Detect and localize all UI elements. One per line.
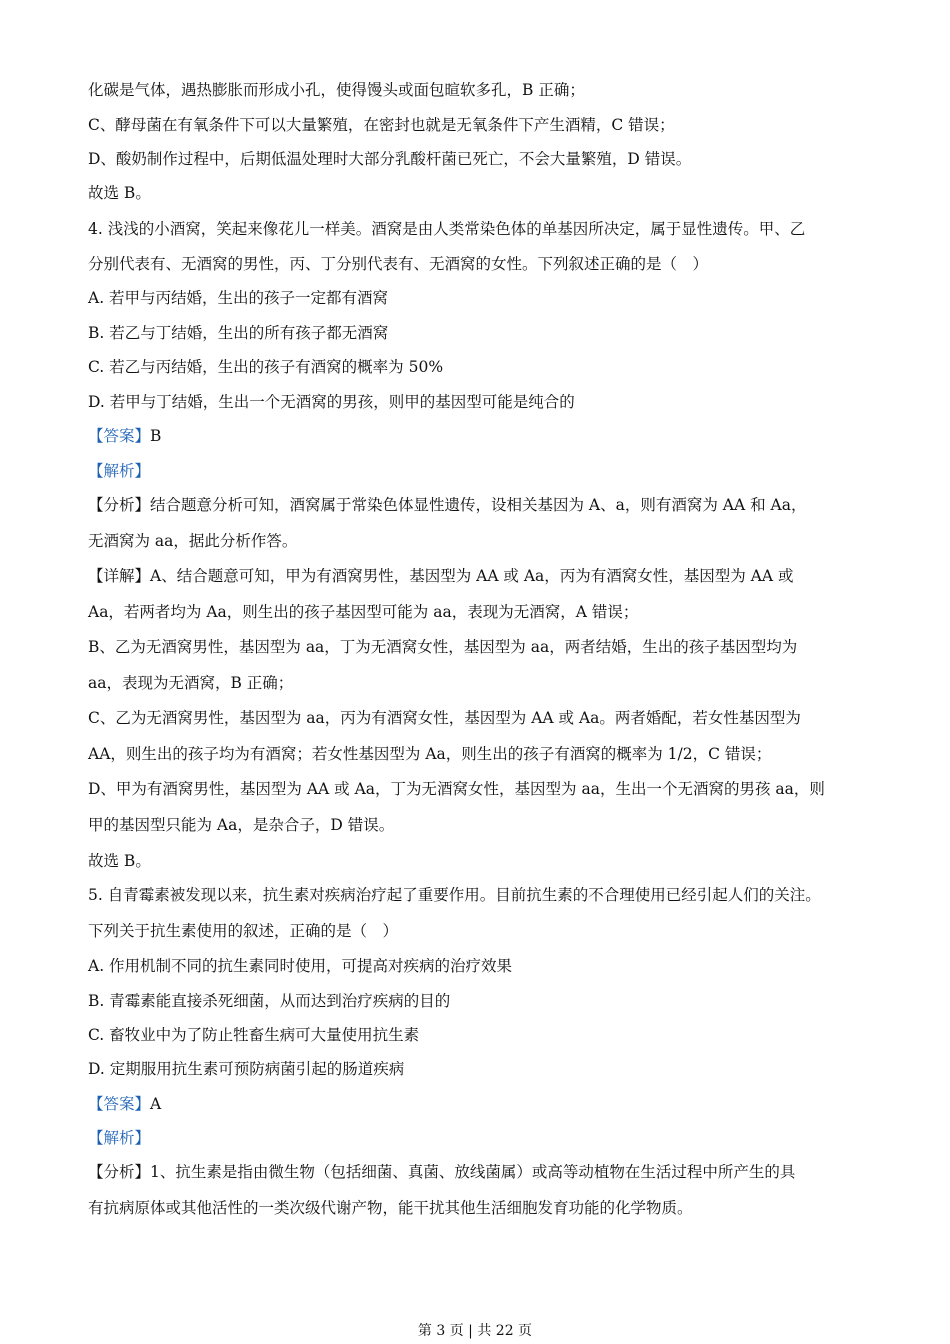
text-line bbox=[88, 288, 878, 308]
text-line bbox=[88, 637, 878, 657]
text-line bbox=[88, 1162, 878, 1182]
text-segment: C. 若乙与丙结婚，生出的孩子有酒窝的概率为 50% bbox=[88, 358, 444, 376]
text-segment: D、酸奶制作过程中，后期低温处理时大部分乳酸杆菌已死亡，不会大量繁殖，D 错误。 bbox=[88, 150, 692, 168]
text-segment: 5. 自青霉素被发现以来，抗生素对疾病治疗起了重要作用。目前抗生素的不合理使用已经引起人们的关注。 bbox=[88, 886, 821, 904]
text-line bbox=[88, 885, 878, 905]
text-segment: C、乙为无酒窝男性，基因型为 aa，丙为有酒窝女性，基因型为 AA 或 Aa。两者婚配，若女性基因型为 bbox=[88, 709, 801, 727]
text-line bbox=[88, 392, 878, 412]
text-line bbox=[88, 219, 878, 239]
text-segment: 化碳是气体，遇热膨胀而形成小孔，使得馒头或面包暄软多孔，B 正确； bbox=[88, 81, 585, 99]
text-segment: C. 畜牧业中为了防止牲畜生病可大量使用抗生素 bbox=[88, 1026, 420, 1044]
text-segment: C、酵母菌在有氧条件下可以大量繁殖，在密封也就是无氧条件下产生酒精，C 错误； bbox=[88, 116, 675, 134]
text-segment: B bbox=[150, 427, 162, 445]
text-segment: 甲的基因型只能为 Aa，是杂合子，D 错误。 bbox=[88, 816, 395, 834]
text-segment: B. 若乙与丁结婚，生出的所有孩子都无酒窝 bbox=[88, 324, 389, 342]
text-segment: 【分析】1、抗生素是指由微生物（包括细菌、真菌、放线菌属）或高等动植物在生活过程中所产生的具 bbox=[88, 1163, 796, 1181]
text-segment: 无酒窝为 aa，据此分析作答。 bbox=[88, 532, 298, 550]
text-line bbox=[88, 673, 878, 693]
section-tag: 【答案】 bbox=[88, 427, 151, 445]
text-line bbox=[88, 1059, 878, 1079]
text-line bbox=[88, 495, 878, 515]
text-segment: 4. 浅浅的小酒窝，笑起来像花儿一样美。酒窝是由人类常染色体的单基因所决定，属于显性遗传。甲、乙 bbox=[88, 220, 806, 238]
text-line bbox=[88, 149, 878, 169]
text-line bbox=[88, 991, 878, 1011]
text-line bbox=[88, 779, 878, 799]
text-line bbox=[88, 1128, 878, 1148]
text-line bbox=[88, 115, 878, 135]
text-line bbox=[88, 708, 878, 728]
text-line bbox=[88, 744, 878, 764]
text-segment: Aa，若两者均为 Aa，则生出的孩子基因型可能为 aa，表现为无酒窝，A 错误； bbox=[88, 603, 639, 621]
text-line bbox=[88, 254, 878, 274]
text-segment: D、甲为有酒窝男性，基因型为 AA 或 Aa，丁为无酒窝女性，基因型为 aa，生出一个无酒窝的男孩 aa，则 bbox=[88, 780, 825, 798]
text-line bbox=[88, 566, 878, 586]
text-line bbox=[88, 1198, 878, 1218]
text-line bbox=[88, 357, 878, 377]
text-line bbox=[88, 80, 878, 100]
text-line bbox=[88, 183, 878, 203]
text-line bbox=[88, 1094, 878, 1114]
text-segment: 【分析】结合题意分析可知，酒窝属于常染色体显性遗传，设相关基因为 A、a，则有酒窝为 AA 和 Aa， bbox=[88, 496, 807, 514]
text-segment: aa，表现为无酒窝，B 正确； bbox=[88, 674, 294, 692]
text-line bbox=[88, 851, 878, 871]
text-line bbox=[88, 323, 878, 343]
text-segment: D. 若甲与丁结婚，生出一个无酒窝的男孩，则甲的基因型可能是纯合的 bbox=[88, 393, 575, 411]
text-segment: 故选 B。 bbox=[88, 184, 151, 202]
text-line bbox=[88, 602, 878, 622]
text-segment: 下列关于抗生素使用的叙述，正确的是（ ） bbox=[88, 922, 399, 940]
section-tag: 【解析】 bbox=[88, 462, 151, 480]
text-segment: A. 作用机制不同的抗生素同时使用，可提高对疾病的治疗效果 bbox=[88, 957, 513, 975]
text-segment: AA，则生出的孩子均为有酒窝；若女性基因型为 Aa，则生出的孩子有酒窝的概率为 1/2，C 错误； bbox=[88, 745, 772, 763]
section-tag: 【解析】 bbox=[88, 1129, 151, 1147]
text-line bbox=[88, 921, 878, 941]
text-segment: B、乙为无酒窝男性，基因型为 aa，丁为无酒窝女性，基因型为 aa，两者结婚，生出的孩子基因型均为 bbox=[88, 638, 798, 656]
text-line bbox=[88, 426, 878, 446]
page-footer: 第 3 页 | 共 22 页 bbox=[417, 1323, 533, 1339]
section-tag: 【答案】 bbox=[88, 1095, 151, 1113]
text-line bbox=[88, 1025, 878, 1045]
text-segment: D. 定期服用抗生素可预防病菌引起的肠道疾病 bbox=[88, 1060, 405, 1078]
text-segment: A. 若甲与丙结婚，生出的孩子一定都有酒窝 bbox=[88, 289, 389, 307]
text-segment: A bbox=[150, 1095, 162, 1113]
text-line bbox=[88, 461, 878, 481]
text-line bbox=[88, 956, 878, 976]
text-segment: 分别代表有、无酒窝的男性，丙、丁分别代表有、无酒窝的女性。下列叙述正确的是（ ） bbox=[88, 255, 709, 273]
text-line bbox=[88, 531, 878, 551]
text-line bbox=[88, 815, 878, 835]
text-segment: 有抗病原体或其他活性的一类次级代谢产物，能干扰其他生活细胞发育功能的化学物质。 bbox=[88, 1199, 693, 1217]
text-segment: 【详解】A、结合题意可知，甲为有酒窝男性，基因型为 AA 或 Aa，丙为有酒窝女性，基因型为 AA 或 bbox=[88, 567, 794, 585]
text-segment: B. 青霉素能直接杀死细菌，从而达到治疗疾病的目的 bbox=[88, 992, 451, 1010]
text-segment: 故选 B。 bbox=[88, 852, 151, 870]
